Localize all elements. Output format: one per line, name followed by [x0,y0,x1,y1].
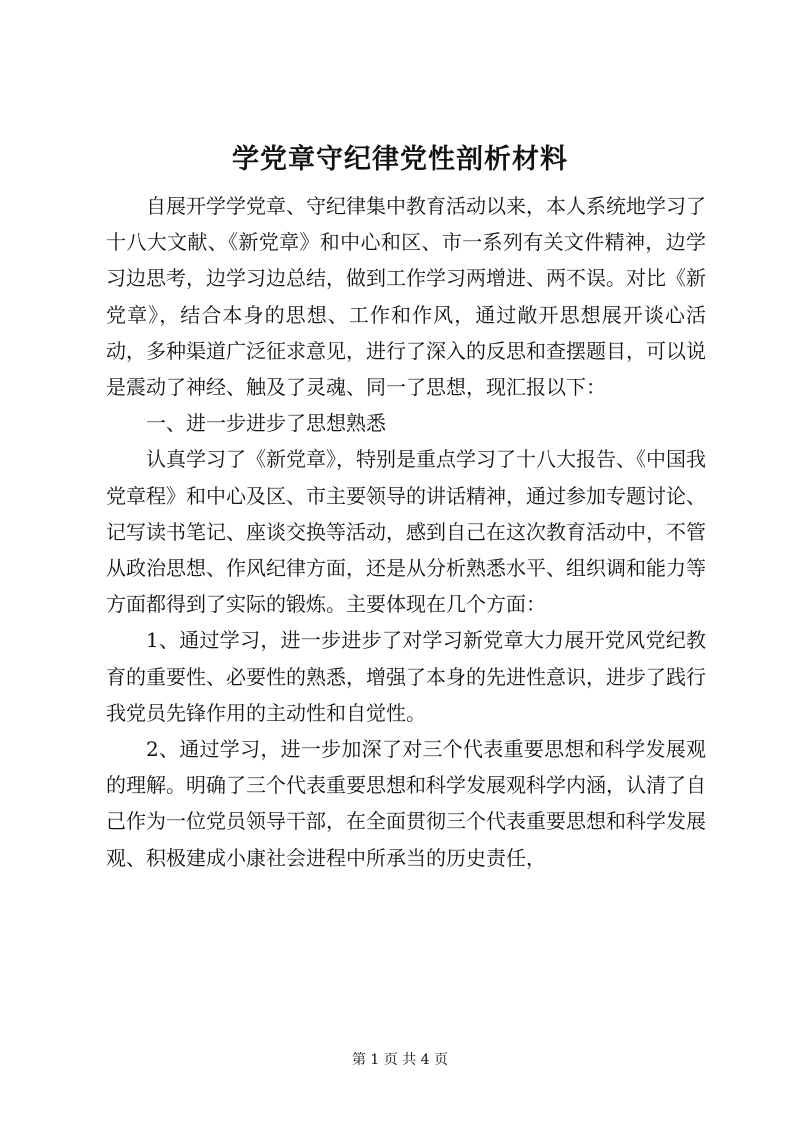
paragraph-intro: 自展开学学党章、守纪律集中教育活动以来，本人系统地学习了十八大文献、《新党章》和中心和区、市一系列有关文件精神，边学习边思考，边学习边总结，做到工作学习两增进、两不误。对比《新党章》，结合本身的思想、工作和作风，通过敞开思想展开谈心活动，多种渠道广泛征求意见，进行了深入的反思和查摆题目，可以说是震动了神经、触及了灵魂、同一了思想，现汇报以下： [106,194,706,400]
document-title: 学党章守纪律党性剖析材料 [232,144,568,175]
paragraph-point-2: 2、通过学习，进一步加深了对三个代表重要思想和科学发展观的理解。明确了三个代表重要思想和科学发展观科学内涵，认清了自己作为一位党员领导干部，在全面贯彻三个代表重要思想和科学发展观、积极建成小康社会进程中所承当的历史责任， [106,737,706,870]
paragraph-study: 认真学习了《新党章》，特别是重点学习了十八大报告、《中国我党章程》和中心及区、市主要领导的讲话精神，通过参加专题讨论、记写读书笔记、座谈交换等活动，感到自己在这次教育活动中，不管从政治思想、作风纪律方面，还是从分析熟悉水平、组织调和能力等方面都得到了实际的锻炼。主要体现在几个方面： [106,447,706,617]
document-body [106,188,706,876]
section-heading: 一、进一步进步了思想熟悉 [146,411,386,436]
page-footer: 第 1 页 共 4 页 [351,1052,449,1068]
paragraph-point-1: 1、通过学习，进一步进步了对学习新党章大力展开党风党纪教育的重要性、必要性的熟悉，增强了本身的先进性意识，进步了践行我党员先锋作用的主动性和自觉性。 [106,628,706,725]
